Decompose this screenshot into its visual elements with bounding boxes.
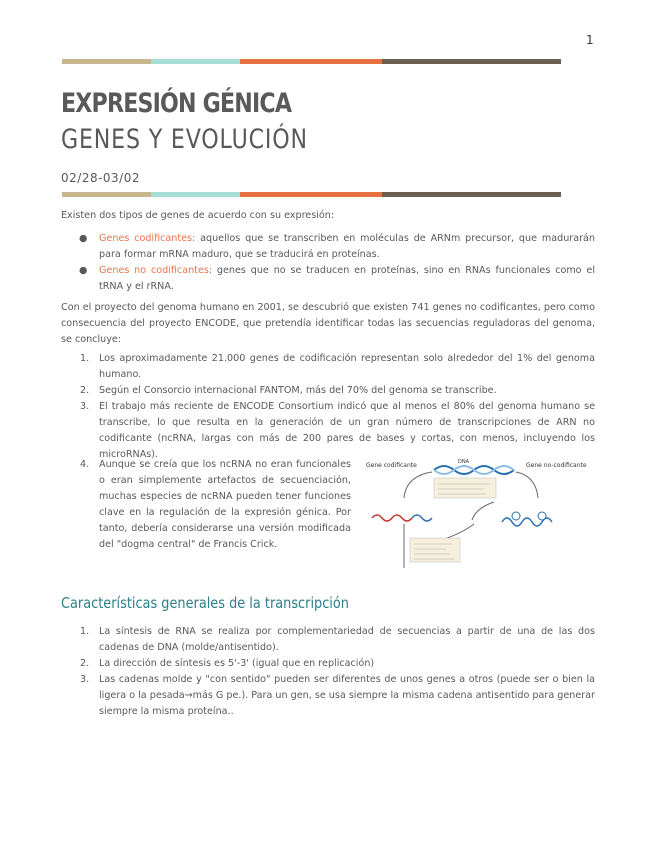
transcription-features-list <box>61 624 595 720</box>
list-item-text: La síntesis de RNA se realiza por complementariedad de secuencias a partir de una de las dos cadenas de DNA (molde/antisentido). <box>99 626 595 653</box>
list-number: 1. <box>80 353 90 364</box>
figure-right-label: Gene no-codificante <box>526 462 587 469</box>
bullet-icon: ● <box>79 265 88 276</box>
conclusions-list-continued <box>61 457 351 553</box>
bottom-color-rule <box>62 192 561 197</box>
list-item <box>61 457 351 553</box>
list-item-text: El trabajo más reciente de ENCODE Consortium indicó que al menos el 80% del genoma humano se transcribe, lo que resulta en la generación de un gran número de transcripciones de ARN no codificante (ncRNA, largas con más de 200 pares de bases y cortas, con menos, incluyendo los microRNAs). <box>99 401 595 460</box>
date-range: 02/28-03/02 <box>61 171 140 185</box>
dna-helix-icon <box>434 466 514 474</box>
conclusions-list <box>61 351 595 463</box>
list-item-text: Los aproximadamente 21.000 genes de codificación representan solo alrededor del 1% del genoma humano. <box>99 353 595 380</box>
list-item <box>61 351 595 383</box>
section-heading: Características generales de la transcripción <box>61 594 349 612</box>
arrow-left-icon <box>404 472 432 498</box>
list-item <box>61 624 595 656</box>
list-item-term: Genes codificantes: <box>99 233 196 244</box>
list-number: 3. <box>80 401 90 412</box>
list-number: 2. <box>80 658 90 669</box>
list-item-text: Según el Consorcio internacional FANTOM, más del 70% del genoma se transcribe. <box>99 385 497 396</box>
list-item <box>61 383 595 399</box>
list-item-text: Aunque se creía que los ncRNA no eran funcionales o eran simplemente artefactos de secuenciación, muchas especies de ncRNA pueden tener funciones clave en la regulación de la expresión génica. Por tanto, debería considerarse una versión modificada del "dogma central" de Francis Crick. <box>99 459 351 550</box>
list-item-term: Genes no codificantes: <box>99 265 213 276</box>
page-title: EXPRESIÓN GÉNICA <box>61 88 292 119</box>
list-item-text: aquellos que se transcriben en moléculas de ARNm precursor, que madurarán para formar mRNA maduro, que se traducirá en proteínas. <box>99 233 595 260</box>
bullet-icon: ● <box>79 233 88 244</box>
gene-expression-diagram <box>366 458 594 580</box>
list-number: 2. <box>80 385 90 396</box>
list-item <box>61 399 595 463</box>
top-color-rule <box>62 59 561 64</box>
figure-center-label: DNA <box>458 459 470 465</box>
page-subtitle: GENES Y EVOLUCIÓN <box>61 124 308 155</box>
list-number: 4. <box>80 459 90 470</box>
info-box-2 <box>410 538 460 562</box>
mrna-icon <box>372 515 412 521</box>
list-number: 3. <box>80 674 90 685</box>
gene-types-list <box>61 231 595 295</box>
list-item-text: genes que no se traducen en proteínas, sino en RNAs funcionales como el tRNA y el rRNA. <box>99 265 595 292</box>
page-number: 1 <box>586 33 594 47</box>
list-number: 1. <box>80 626 90 637</box>
list-item <box>61 672 595 720</box>
arrow-right-icon <box>516 472 538 498</box>
list-item <box>61 263 595 295</box>
figure-left-label: Gene codificante <box>366 462 417 469</box>
info-box <box>434 478 496 498</box>
encode-paragraph: Con el proyecto del genoma humano en 2001, se descubrió que existen 741 genes no codificantes, pero como consecuencia del proyecto ENCODE, que pretendía identificar todas las secuencias reguladoras del genoma, se concluye: <box>61 302 595 345</box>
list-item <box>61 656 595 672</box>
list-item-text: La dirección de síntesis es 5'-3' (igual que en replicación) <box>99 658 375 669</box>
intro-paragraph: Existen dos tipos de genes de acuerdo con su expresión: <box>61 210 335 221</box>
list-item <box>61 231 595 263</box>
list-item-text: Las cadenas molde y "con sentido" pueden ser diferentes de unos genes a otros (puede ser o bien la ligera o la pesada→más G pe.). Para un gen, se usa siempre la misma cadena antisentido para generar siempre la misma proteína.. <box>99 674 595 717</box>
